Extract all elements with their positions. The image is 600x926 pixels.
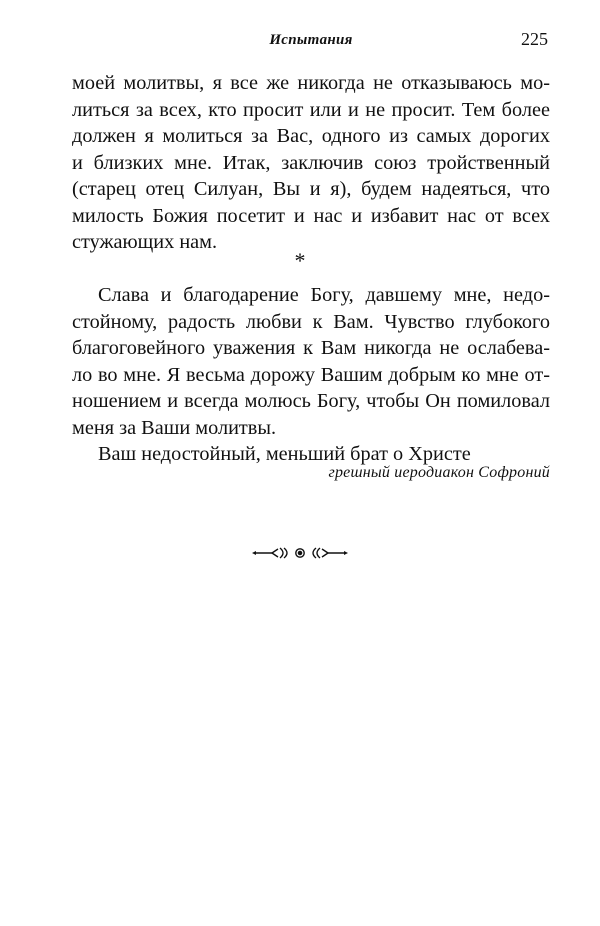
text-line: стойному, радость любви к Вам. Чувство глубокого xyxy=(72,310,550,333)
section-separator: * xyxy=(294,248,306,273)
text-line: благоговейного уважения к Вам никогда не ослабева- xyxy=(72,337,550,359)
page-number: 225 xyxy=(521,29,548,49)
text-line: ношением и всегда молюсь Богу, чтобы Он помиловал xyxy=(72,390,550,412)
closing-line: Ваш недостойный, меньший брат о Христе xyxy=(98,443,471,465)
running-title: Испытания xyxy=(269,32,353,48)
text-line: должен я молиться за Вас, одного из самых дорогих xyxy=(72,125,550,147)
text-line: литься за всех, кто просит или и не просит. Тем более xyxy=(72,98,550,121)
text-line: (старец отец Силуан, Вы и я), будем надеяться, что xyxy=(72,178,550,200)
text-line: Слава и благодарение Богу, давшему мне, недо- xyxy=(98,284,550,306)
text-line: моей молитвы, я все же никогда не отказываюсь мо- xyxy=(72,72,550,94)
signature: грешный иеродиакон Софроний xyxy=(328,464,550,481)
paragraph-1 xyxy=(72,70,550,256)
text-line: ло во мне. Я весьма дорожу Вашим добрым ко мне от- xyxy=(72,363,550,386)
paragraph-2 xyxy=(72,282,550,468)
page-header xyxy=(72,28,550,54)
text-line: стужающих нам. xyxy=(72,231,218,253)
text-line: и близких мне. Итак, заключив союз тройственный xyxy=(72,151,550,174)
text-line: меня за Ваши молитвы. xyxy=(72,416,277,439)
fleuron-ornament-icon xyxy=(250,545,350,561)
text-line: милость Божия посетит и нас и избавит нас от всех xyxy=(72,204,550,227)
